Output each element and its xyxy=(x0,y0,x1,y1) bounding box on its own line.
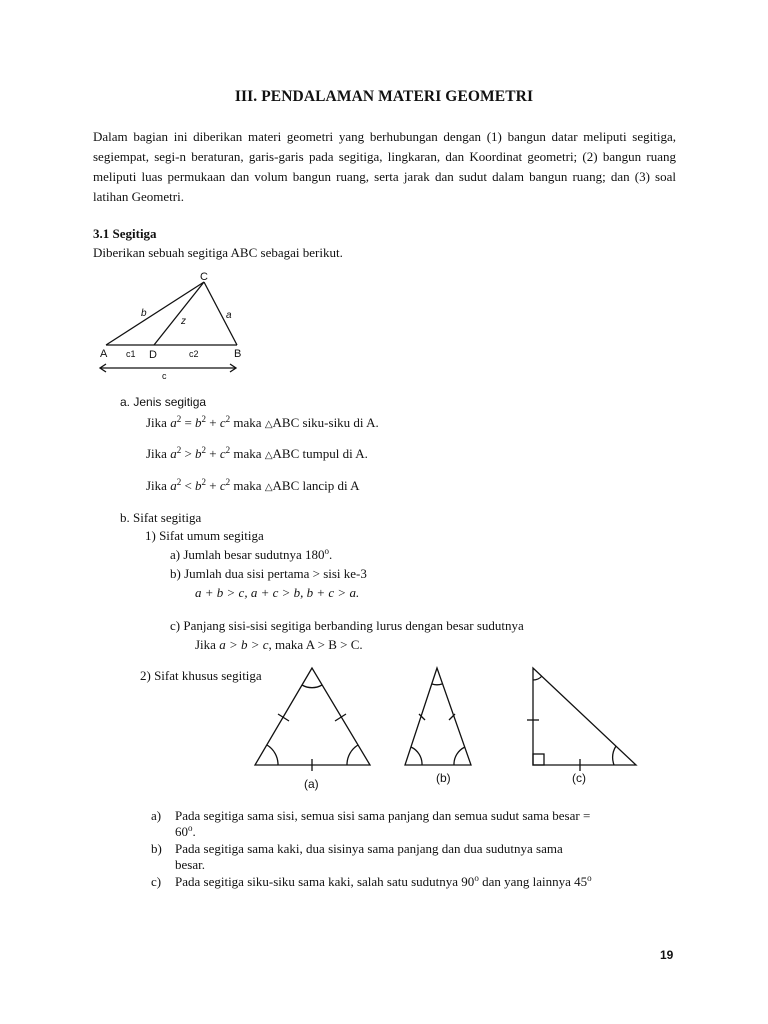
fig-label-a: (a) xyxy=(304,777,319,791)
page-number: 19 xyxy=(660,948,674,962)
jenis-heading: a. Jenis segitiga xyxy=(120,395,207,409)
fig-label-b: (b) xyxy=(436,771,451,785)
section-heading: 3.1 Segitiga xyxy=(93,226,157,241)
jenis-line-2: Jika $a^2 > b^2 + c^2$ maka △ABC tumpul di A. xyxy=(146,445,368,461)
triangle-symbol: △ xyxy=(264,419,273,430)
sifat-umum-c: c) Panjang sisi-sisi segitiga berbanding lurus dengan besar sudutnya xyxy=(170,618,524,633)
label-d-vertex: D xyxy=(149,349,157,361)
triangle-symbol: △ xyxy=(264,450,273,461)
khusus-item-a-text: Pada segitiga sama sisi, semua sisi sama panjang dan semua sudut sama besar = xyxy=(175,808,591,823)
fig-label-c: (c) xyxy=(572,771,586,785)
khusus-item-a-cont: 60$^o$. xyxy=(175,823,196,839)
intro-paragraph: Dalam bagian ini diberikan materi geometri yang berhubungan dengan (1) bangun datar meliputi segitiga, segiempat, segi-n beraturan, garis-garis pada segitiga, lingkaran, dan Koordinat geometri; (2) bangun ruang meliputi luas permukaan dan volum bangun ruang, serta jarak dan sudut dalam bangun ruang; dan (3) soal latihan Geometri. xyxy=(93,129,676,204)
label-c-vertex: C xyxy=(200,271,208,283)
label-z: z xyxy=(181,316,186,327)
jenis-line-1: Jika $a^2 = b^2 + c^2$ maka △ABC siku-siku di A. xyxy=(146,414,379,430)
label-side-a: a xyxy=(226,310,232,321)
triangle-abc-figure xyxy=(96,268,256,380)
khusus-item-c-label: c) xyxy=(151,874,162,889)
label-side-b: b xyxy=(141,308,147,319)
side-a xyxy=(204,282,237,345)
khusus-item-a-label: a) xyxy=(151,808,162,823)
sifat-umum-b: b) Jumlah dua sisi pertama > sisi ke-3 xyxy=(170,566,367,581)
label-c1: c1 xyxy=(126,349,136,359)
jenis-line-3: Jika $a^2 < b^2 + c^2$ maka △ABC lancip di A xyxy=(146,477,360,493)
sifat-umum-a: a) Jumlah besar sudutnya 180$^o$. xyxy=(170,546,333,562)
segment-z xyxy=(154,282,204,345)
sifat-umum-c-formula: Jika a > b > c, maka A > B > C. xyxy=(195,637,363,652)
label-c-length: c xyxy=(162,371,167,380)
triangle-symbol: △ xyxy=(264,482,273,493)
right-triangle xyxy=(527,668,636,771)
khusus-item-b-text: Pada segitiga sama kaki, dua sisinya sama panjang dan dua sudutnya sama xyxy=(175,841,563,856)
label-c2: c2 xyxy=(189,349,199,359)
khusus-item-b-cont: besar. xyxy=(175,857,205,872)
side-b xyxy=(106,282,204,345)
sifat-khusus-heading: 2) Sifat khusus segitiga xyxy=(140,668,262,683)
label-a-vertex: A xyxy=(100,348,108,360)
sifat-heading: b. Sifat segitiga xyxy=(120,510,202,525)
khusus-item-b-label: b) xyxy=(151,841,162,856)
isosceles-triangle xyxy=(405,668,471,765)
sifat-umum-heading: 1) Sifat umum segitiga xyxy=(145,528,264,543)
page-title: III. PENDALAMAN MATERI GEOMETRI xyxy=(234,88,534,105)
section-intro: Diberikan sebuah segitiga ABC sebagai berikut. xyxy=(93,245,343,260)
sifat-umum-b-formula: a + b > c, a + c > b, b + c > a. xyxy=(195,585,360,600)
equilateral-triangle xyxy=(255,668,370,771)
khusus-item-c-text: Pada segitiga siku-siku sama kaki, salah satu sudutnya 90$^o$ dan yang lainnya 45$^o$ xyxy=(175,873,592,889)
special-triangles-figure xyxy=(250,660,650,792)
label-b-vertex: B xyxy=(234,348,242,360)
